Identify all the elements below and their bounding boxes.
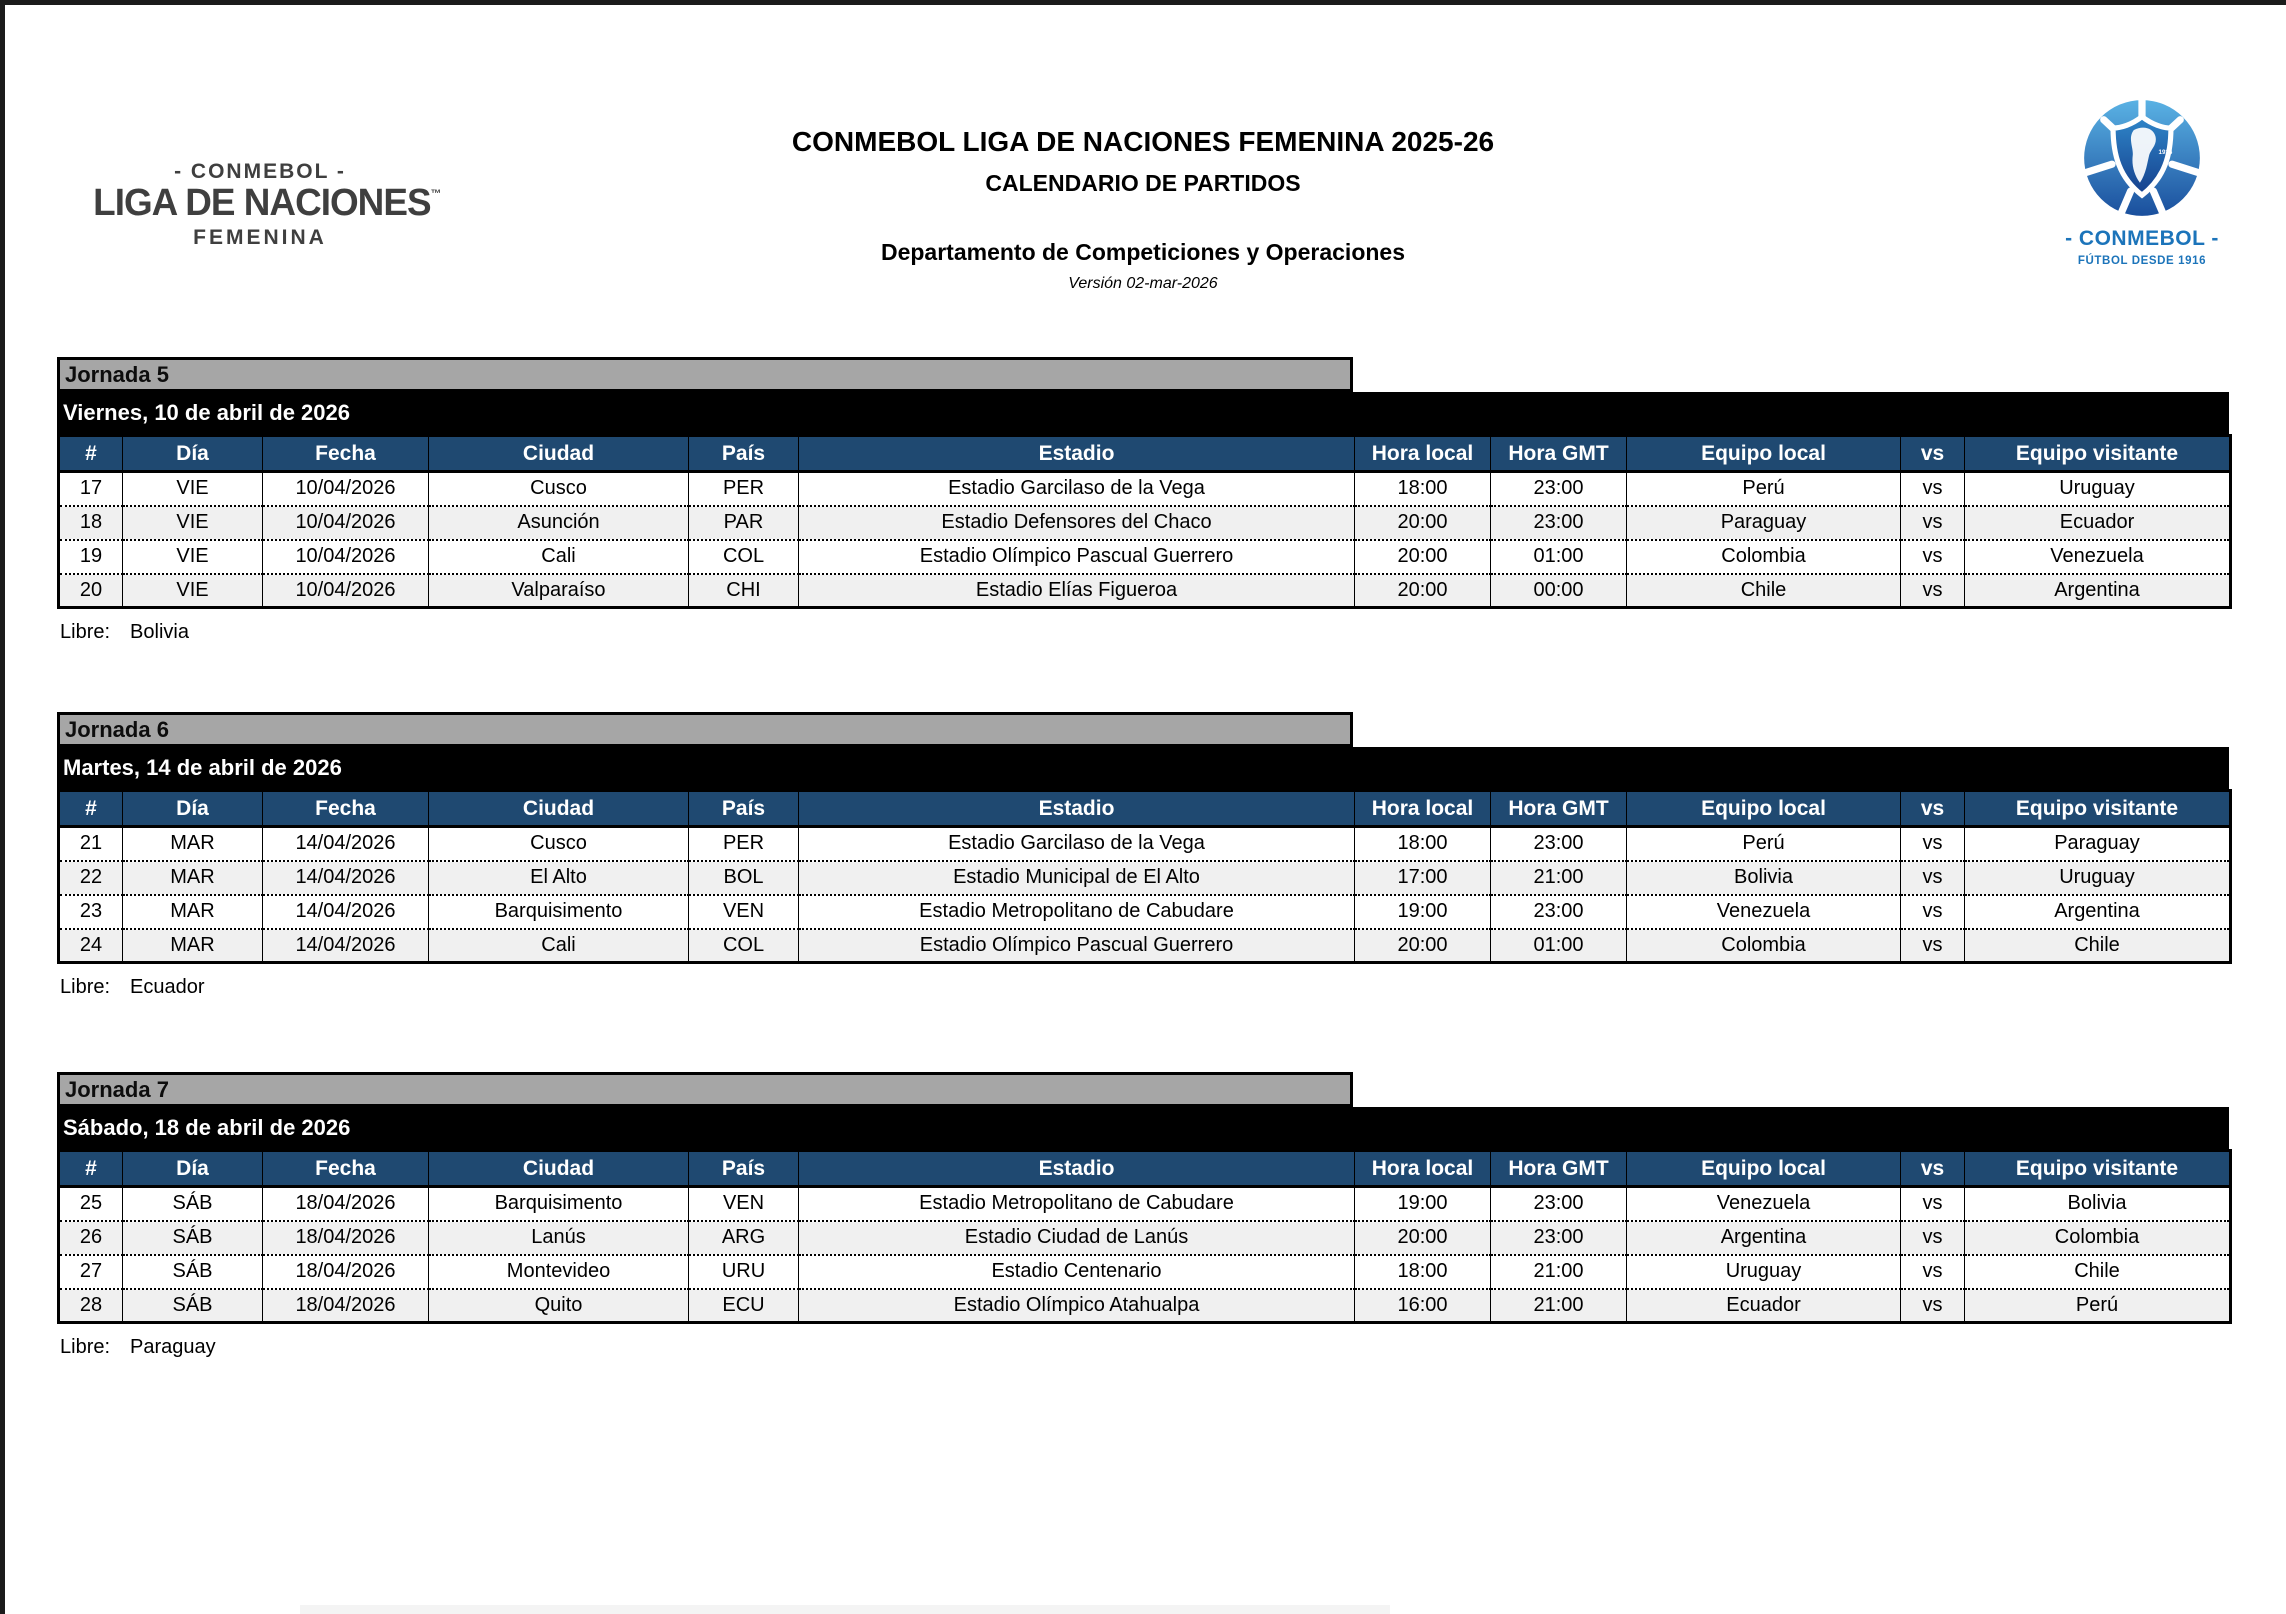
match-cell: Perú	[1627, 827, 1901, 861]
match-cell: Estadio Elías Figueroa	[799, 574, 1355, 608]
match-row	[59, 895, 2231, 929]
libre-row	[57, 621, 2229, 644]
match-cell: Perú	[1627, 472, 1901, 506]
date-bar-label: Martes, 14 de abril de 2026	[63, 755, 342, 780]
match-row	[59, 574, 2231, 608]
column-header: Equipo local	[1627, 791, 1901, 827]
match-cell: vs	[1901, 929, 1965, 963]
column-header: Estadio	[799, 1151, 1355, 1187]
match-cell: 18:00	[1355, 1255, 1491, 1289]
match-cell: Ecuador	[1627, 1289, 1901, 1323]
column-header: #	[59, 791, 123, 827]
date-bar	[57, 747, 2229, 789]
match-cell: SÁB	[123, 1289, 263, 1323]
match-cell: 23:00	[1491, 506, 1627, 540]
match-cell: 10/04/2026	[263, 506, 429, 540]
column-header: Hora GMT	[1491, 1151, 1627, 1187]
match-cell: 23	[59, 895, 123, 929]
jornada-section	[57, 357, 2229, 644]
match-cell: 01:00	[1491, 540, 1627, 574]
match-cell: Estadio Ciudad de Lanús	[799, 1221, 1355, 1255]
match-cell: 18/04/2026	[263, 1221, 429, 1255]
match-cell: vs	[1901, 506, 1965, 540]
column-header: País	[689, 436, 799, 472]
jornada-title: Jornada 5	[65, 361, 169, 387]
match-tbody	[59, 827, 2231, 963]
match-cell: COL	[689, 540, 799, 574]
match-cell: VIE	[123, 574, 263, 608]
column-header: Equipo local	[1627, 436, 1901, 472]
match-tbody	[59, 472, 2231, 608]
column-header: Día	[123, 1151, 263, 1187]
match-cell: 22	[59, 861, 123, 895]
header-row	[59, 1151, 2231, 1187]
match-cell: 23:00	[1491, 827, 1627, 861]
match-cell: 20:00	[1355, 574, 1491, 608]
match-cell: VIE	[123, 540, 263, 574]
match-cell: 28	[59, 1289, 123, 1323]
column-header: Ciudad	[429, 436, 689, 472]
match-cell: vs	[1901, 1255, 1965, 1289]
match-cell: 19:00	[1355, 1187, 1491, 1221]
match-cell: COL	[689, 929, 799, 963]
column-header: Fecha	[263, 1151, 429, 1187]
match-cell: 24	[59, 929, 123, 963]
column-header: Hora local	[1355, 436, 1491, 472]
match-cell: BOL	[689, 861, 799, 895]
match-row	[59, 506, 2231, 540]
libre-team: Paraguay	[130, 1336, 216, 1358]
match-cell: vs	[1901, 472, 1965, 506]
match-cell: vs	[1901, 574, 1965, 608]
libre-row	[57, 1336, 2229, 1359]
match-cell: 14/04/2026	[263, 861, 429, 895]
match-cell: 10/04/2026	[263, 540, 429, 574]
libre-team: Ecuador	[130, 976, 205, 998]
column-header: Fecha	[263, 791, 429, 827]
column-header: Hora GMT	[1491, 436, 1627, 472]
match-cell: MAR	[123, 861, 263, 895]
column-header: vs	[1901, 436, 1965, 472]
jornada-title: Jornada 7	[65, 1076, 169, 1102]
match-cell: Cali	[429, 540, 689, 574]
match-cell: Estadio Garcilaso de la Vega	[799, 472, 1355, 506]
match-cell: Uruguay	[1965, 472, 2231, 506]
jornada-title: Jornada 6	[65, 716, 169, 742]
match-cell: Chile	[1965, 1255, 2231, 1289]
header-row	[59, 436, 2231, 472]
match-row	[59, 827, 2231, 861]
match-cell: vs	[1901, 540, 1965, 574]
match-cell: ECU	[689, 1289, 799, 1323]
page-border-top	[0, 0, 2286, 5]
match-row	[59, 1289, 2231, 1323]
match-cell: Barquisimento	[429, 1187, 689, 1221]
match-row	[59, 1221, 2231, 1255]
match-cell: VEN	[689, 895, 799, 929]
match-cell: 21:00	[1491, 1289, 1627, 1323]
match-cell: MAR	[123, 895, 263, 929]
match-row	[59, 929, 2231, 963]
match-cell: SÁB	[123, 1187, 263, 1221]
match-cell: Barquisimento	[429, 895, 689, 929]
column-header: #	[59, 1151, 123, 1187]
match-cell: 23:00	[1491, 472, 1627, 506]
header-row	[59, 791, 2231, 827]
page-border-left	[0, 0, 5, 1614]
match-tbody	[59, 1187, 2231, 1323]
match-cell: 20:00	[1355, 540, 1491, 574]
match-cell: CHI	[689, 574, 799, 608]
match-cell: 14/04/2026	[263, 827, 429, 861]
match-cell: 21	[79, 832, 103, 855]
match-cell: vs	[1901, 1221, 1965, 1255]
schedule-table	[57, 1149, 2232, 1324]
match-cell: Montevideo	[429, 1255, 689, 1289]
match-cell: 10/04/2026	[263, 574, 429, 608]
jornada-section	[57, 1072, 2229, 1359]
match-cell: Valparaíso	[429, 574, 689, 608]
match-cell: 27	[59, 1255, 123, 1289]
jornada-bar	[57, 712, 1353, 747]
column-header: Estadio	[799, 436, 1355, 472]
match-cell: ARG	[689, 1221, 799, 1255]
date-bar-label: Viernes, 10 de abril de 2026	[63, 400, 350, 425]
conmebol-logo	[2050, 96, 2234, 267]
match-cell: Chile	[1627, 574, 1901, 608]
match-cell: Colombia	[1627, 540, 1901, 574]
conmebol-tagline: FÚTBOL DESDE 1916	[2077, 255, 2207, 267]
match-cell: Estadio Garcilaso de la Vega	[799, 827, 1355, 861]
match-cell: VIE	[123, 472, 263, 506]
shield-year-label: 1916	[2158, 148, 2173, 156]
match-cell: PER	[689, 827, 799, 861]
match-cell: PER	[689, 472, 799, 506]
match-cell: Argentina	[1627, 1221, 1901, 1255]
libre-label: Libre:	[60, 1336, 111, 1358]
column-header: Estadio	[799, 791, 1355, 827]
page-subtitle: CALENDARIO DE PARTIDOS	[985, 170, 1301, 196]
column-header: Hora local	[1355, 1151, 1491, 1187]
column-header: Día	[123, 791, 263, 827]
match-cell: 18/04/2026	[263, 1255, 429, 1289]
match-cell: URU	[689, 1255, 799, 1289]
column-header: Equipo visitante	[1965, 1151, 2231, 1187]
match-cell: vs	[1901, 827, 1965, 861]
match-cell: Estadio Olímpico Atahualpa	[799, 1289, 1355, 1323]
match-cell: Bolivia	[1627, 861, 1901, 895]
match-cell: Estadio Centenario	[799, 1255, 1355, 1289]
match-cell: MAR	[123, 929, 263, 963]
match-cell: Asunción	[429, 506, 689, 540]
match-cell: 21:00	[1491, 861, 1627, 895]
date-bar-label: Sábado, 18 de abril de 2026	[63, 1115, 351, 1140]
column-header: Ciudad	[429, 1151, 689, 1187]
match-cell: 14/04/2026	[263, 895, 429, 929]
match-cell: Lanús	[429, 1221, 689, 1255]
match-cell: 18/04/2026	[263, 1289, 429, 1323]
match-cell: VEN	[689, 1187, 799, 1221]
match-cell: Uruguay	[1627, 1255, 1901, 1289]
page-border-bottom	[300, 1605, 1390, 1614]
match-cell: Estadio Municipal de El Alto	[799, 861, 1355, 895]
match-row	[59, 472, 2231, 506]
column-header: #	[59, 436, 123, 472]
match-cell: 00:00	[1491, 574, 1627, 608]
column-header: Equipo visitante	[1965, 791, 2231, 827]
match-cell: Estadio Metropolitano de Cabudare	[799, 1187, 1355, 1221]
match-cell: MAR	[123, 827, 263, 861]
trademark-symbol: ™	[430, 188, 442, 200]
match-cell: 20:00	[1355, 506, 1491, 540]
match-cell: 23:00	[1491, 1187, 1627, 1221]
match-cell: Ecuador	[1965, 506, 2231, 540]
jornada-section	[57, 712, 2229, 999]
date-bar	[57, 392, 2229, 434]
match-row	[59, 861, 2231, 895]
match-cell: 18:00	[1355, 827, 1491, 861]
match-cell: Quito	[429, 1289, 689, 1323]
column-header: Equipo local	[1627, 1151, 1901, 1187]
match-cell: vs	[1901, 1187, 1965, 1221]
match-row	[59, 1255, 2231, 1289]
match-cell: Paraguay	[1965, 827, 2231, 861]
schedule-table	[57, 434, 2232, 609]
match-cell: 20	[59, 574, 123, 608]
match-cell: El Alto	[429, 861, 689, 895]
libre-label: Libre:	[60, 976, 111, 998]
column-header: Día	[123, 436, 263, 472]
column-header: Hora local	[1355, 791, 1491, 827]
wordmark-conmebol-line: - CONMEBOL -	[174, 160, 346, 183]
match-cell: 10/04/2026	[263, 472, 429, 506]
column-header: vs	[1901, 791, 1965, 827]
match-cell: Argentina	[1965, 574, 2231, 608]
match-cell: 25	[79, 1192, 103, 1215]
match-cell: 14/04/2026	[263, 929, 429, 963]
column-header: País	[689, 791, 799, 827]
match-cell: 20:00	[1355, 929, 1491, 963]
column-header: Ciudad	[429, 791, 689, 827]
match-cell: 20:00	[1355, 1221, 1491, 1255]
match-cell: Estadio Olímpico Pascual Guerrero	[799, 540, 1355, 574]
schedule-table	[57, 789, 2232, 964]
column-header: Equipo visitante	[1965, 436, 2231, 472]
conmebol-badge-icon	[2080, 96, 2204, 220]
page-title: CONMEBOL LIGA DE NACIONES FEMENINA 2025-26	[791, 126, 1495, 157]
match-cell: Cali	[429, 929, 689, 963]
match-cell: Cusco	[429, 472, 689, 506]
match-cell: Argentina	[1965, 895, 2231, 929]
match-cell: 18/04/2026	[263, 1187, 429, 1221]
column-header: Fecha	[263, 436, 429, 472]
wordmark-liga-line: LIGA DE NACIONES™	[93, 182, 442, 224]
match-cell: 19	[59, 540, 123, 574]
department-line: Departamento de Competiciones y Operaciones	[880, 239, 1406, 265]
libre-label: Libre:	[60, 621, 111, 643]
match-cell: SÁB	[123, 1255, 263, 1289]
match-cell: Venezuela	[1965, 540, 2231, 574]
match-cell: Bolivia	[1965, 1187, 2231, 1221]
match-cell: 18:00	[1355, 472, 1491, 506]
libre-row	[57, 976, 2229, 999]
match-row	[59, 540, 2231, 574]
match-cell: 17:00	[1355, 861, 1491, 895]
match-cell: Paraguay	[1627, 506, 1901, 540]
document-header	[57, 126, 2229, 293]
jornada-bar	[57, 1072, 1353, 1107]
match-cell: Estadio Olímpico Pascual Guerrero	[799, 929, 1355, 963]
match-cell: Cusco	[429, 827, 689, 861]
match-cell: 18	[59, 506, 123, 540]
match-cell: Colombia	[1627, 929, 1901, 963]
match-cell: vs	[1901, 895, 1965, 929]
jornada-bar	[57, 357, 1353, 392]
match-cell: Colombia	[1965, 1221, 2231, 1255]
match-cell: Uruguay	[1965, 861, 2231, 895]
match-cell: 16:00	[1355, 1289, 1491, 1323]
match-cell: Venezuela	[1627, 1187, 1901, 1221]
column-header: Hora GMT	[1491, 791, 1627, 827]
date-bar	[57, 1107, 2229, 1149]
match-cell: vs	[1901, 1289, 1965, 1323]
match-cell: Chile	[1965, 929, 2231, 963]
conmebol-wordmark: - CONMEBOL -	[2065, 227, 2219, 250]
match-cell: vs	[1901, 861, 1965, 895]
match-cell: 01:00	[1491, 929, 1627, 963]
match-cell: Perú	[1965, 1289, 2231, 1323]
match-cell: 26	[59, 1221, 123, 1255]
match-cell: Estadio Metropolitano de Cabudare	[799, 895, 1355, 929]
libre-team: Bolivia	[130, 621, 189, 643]
match-cell: 19:00	[1355, 895, 1491, 929]
wordmark-femenina-line: FEMENINA	[193, 225, 327, 249]
match-cell: Venezuela	[1627, 895, 1901, 929]
match-cell: Estadio Defensores del Chaco	[799, 506, 1355, 540]
match-row	[59, 1187, 2231, 1221]
column-header: vs	[1901, 1151, 1965, 1187]
match-cell: 21:00	[1491, 1255, 1627, 1289]
match-cell: 23:00	[1491, 895, 1627, 929]
match-cell: VIE	[123, 506, 263, 540]
version-line: Versión 02-mar-2026	[1068, 275, 1218, 292]
match-cell: SÁB	[123, 1221, 263, 1255]
match-cell: 23:00	[1491, 1221, 1627, 1255]
match-cell: 17	[79, 477, 103, 500]
column-header: País	[689, 1151, 799, 1187]
match-cell: PAR	[689, 506, 799, 540]
